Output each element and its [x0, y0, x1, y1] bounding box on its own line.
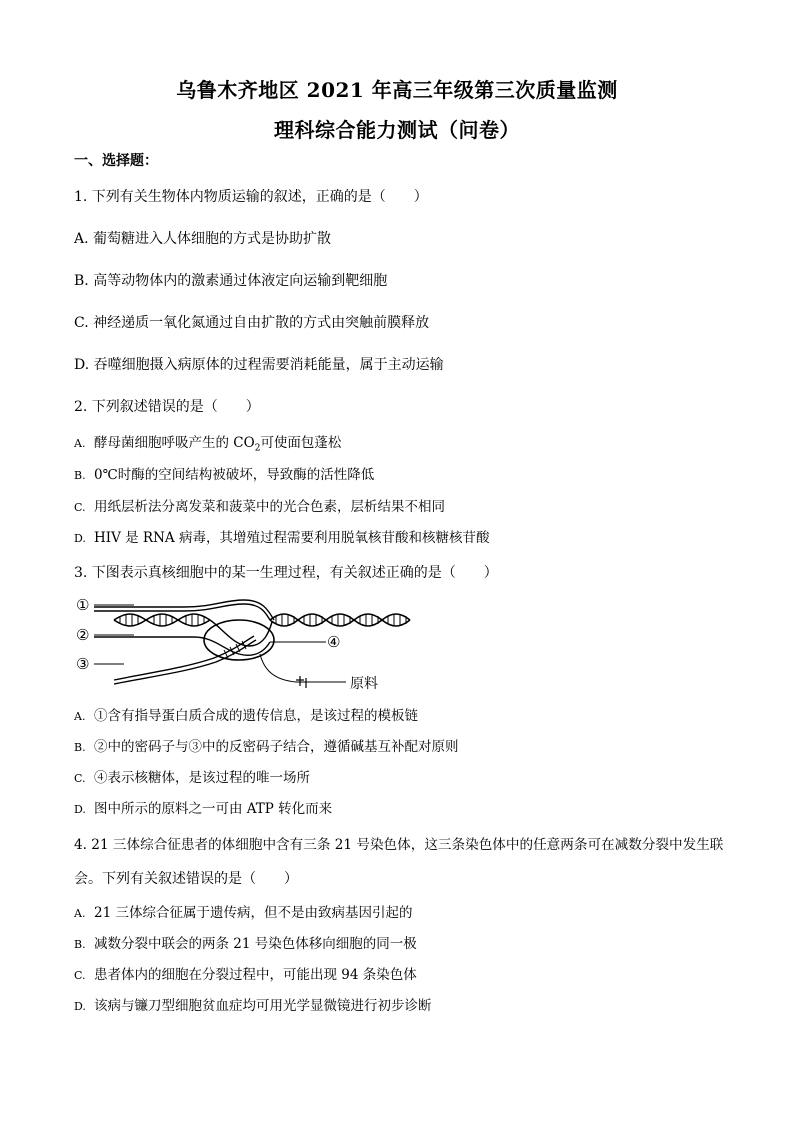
- material-label: 原料: [350, 676, 378, 692]
- question-2-option-c: C. 用纸层析法分离发菜和菠菜中的光合色素，层析结果不相同: [74, 499, 445, 515]
- exam-subtitle: 理科综合能力测试（问卷）: [274, 118, 520, 142]
- question-2-option-b: B. 0℃时酶的空间结构被破坏，导致酶的活性降低: [74, 467, 375, 483]
- question-2-option-d: D. HIV 是 RNA 病毒，其增殖过程需要利用脱氧核苷酸和核糖核苷酸: [74, 530, 490, 546]
- question-1-stem: 1. 下列有关生物体内物质运输的叙述，正确的是（ ）: [74, 189, 428, 205]
- question-2-stem: 2. 下列叙述错误的是（ ）: [74, 399, 260, 415]
- dna-helix-right: [270, 614, 410, 626]
- question-3-option-d: D. 图中所示的原料之一可由 ATP 转化而来: [74, 801, 333, 817]
- question-1-option-a: A. 葡萄糖进入人体细胞的方式是协助扩散: [74, 231, 332, 247]
- question-3-option-c: C. ④表示核糖体，是该过程的唯一场所: [74, 770, 310, 786]
- dna-helix-left: [114, 614, 210, 626]
- section-heading: 一、选择题：: [74, 153, 158, 169]
- question-1-option-b: B. 高等动物体内的激素通过体液定向运输到靶细胞: [74, 273, 388, 289]
- question-4-stem: 4. 21 三体综合征患者的体细胞中含有三条 21 号染色体，这三条染色体中的任意两条可在减数分裂中发生联: [74, 837, 724, 853]
- transcription-diagram: [74, 592, 434, 696]
- unwound-strands: [94, 600, 274, 655]
- question-4-option-d: D. 该病与镰刀型细胞贫血症均可用光学显微镜进行初步诊断: [74, 998, 432, 1014]
- question-3-stem: 3. 下图表示真核细胞中的某一生理过程，有关叙述正确的是（ ）: [74, 565, 498, 581]
- label-3: ③: [76, 655, 90, 673]
- question-4-option-c: C. 患者体内的细胞在分裂过程中，可能出现 94 条染色体: [74, 967, 417, 983]
- label-4: ④: [327, 633, 341, 651]
- label-1: ①: [76, 596, 90, 614]
- exam-title: 乌鲁木齐地区 2021 年高三年级第三次质量监测: [176, 78, 618, 102]
- question-4-stem-continued: 会。下列有关叙述错误的是（ ）: [74, 871, 298, 887]
- question-3-option-a: A. ①含有指导蛋白质合成的遗传信息，是该过程的模板链: [74, 708, 418, 724]
- question-4-option-a: A. 21 三体综合征属于遗传病，但不是由致病基因引起的: [74, 905, 413, 921]
- question-3-option-b: B. ②中的密码子与③中的反密码子结合，遵循碱基互补配对原则: [74, 739, 459, 755]
- question-1-option-c: C. 神经递质一氧化氮通过自由扩散的方式由突触前膜释放: [74, 315, 430, 331]
- question-1-option-d: D. 吞噬细胞摄入病原体的过程需要消耗能量，属于主动运输: [74, 357, 444, 373]
- question-4-option-b: B. 减数分裂中联会的两条 21 号染色体移向细胞的同一极: [74, 936, 417, 952]
- label-2: ②: [76, 626, 90, 644]
- question-2-option-a: A. 酵母菌细胞呼吸产生的 $CO_2$可使面包蓬松: [74, 435, 342, 454]
